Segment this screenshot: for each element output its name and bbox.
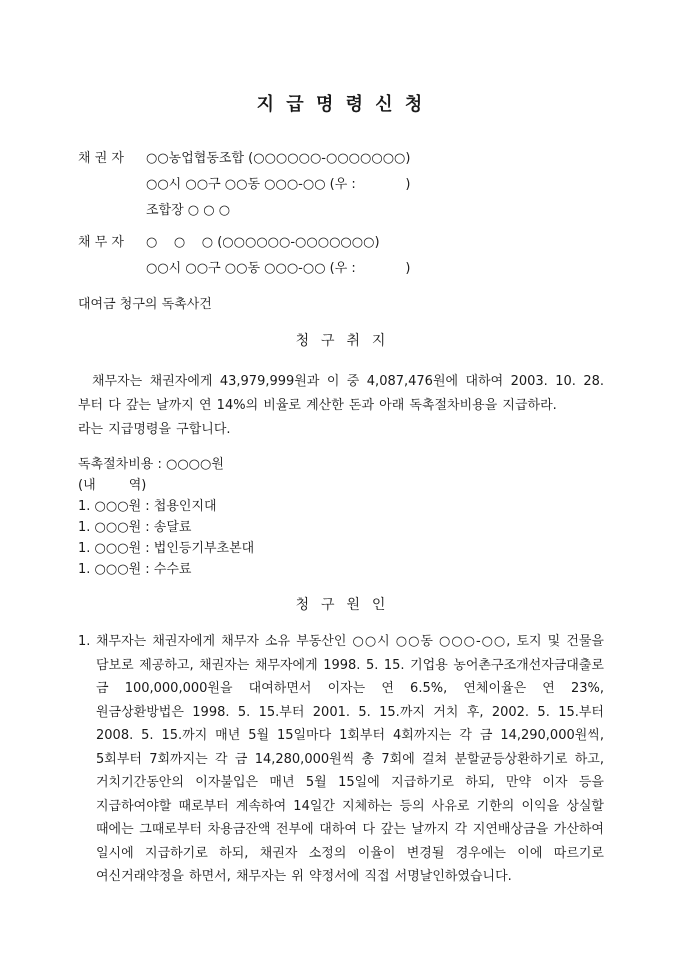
- claim-purpose-body: 채무자는 채권자에게 43,979,999원과 이 중 4,087,476원에 대하여 2003. 10. 28.부터 다 갚는 날까지 연 14%의 비율로 계산한 돈과 아래 독촉절차비용을 지급하라.: [78, 374, 604, 413]
- costs-item-registry-copy-fee: 1. ○○○원 : 법인등기부초본대: [78, 541, 255, 556]
- debtor-block: [78, 230, 604, 282]
- debtor-label: 채 무 자: [78, 235, 124, 250]
- creditor-details: [146, 146, 604, 224]
- case-type-line: 대여금 청구의 독촉사건: [78, 297, 212, 312]
- creditor-name-line: ○○농업협동조합 (○○○○○○-○○○○○○○): [146, 151, 411, 166]
- costs-item-service-fee: 1. ○○○원 : 송달료: [78, 520, 192, 535]
- costs-total-line: 독촉절차비용 : ○○○○원: [78, 457, 224, 472]
- claim-cause-item-number: 1.: [78, 634, 91, 649]
- creditor-block: [78, 146, 604, 224]
- creditor-address-line: ○○시 ○○구 ○○동 ○○○-○○ (우 : ): [146, 177, 411, 192]
- claim-purpose-heading: 청 구 취 지: [295, 333, 387, 349]
- claim-cause-item-1: [78, 630, 604, 889]
- costs-section: [78, 454, 604, 580]
- debtor-address-line: ○○시 ○○구 ○○동 ○○○-○○ (우 : ): [146, 261, 411, 276]
- debtor-details: [146, 230, 604, 282]
- costs-item-commission-fee: 1. ○○○원 : 수수료: [78, 562, 192, 577]
- creditor-label: 채 권 자: [78, 151, 124, 166]
- costs-item-stamp-fee: 1. ○○○원 : 첩용인지대: [78, 499, 217, 514]
- document-title: 지 급 명 령 신 청: [256, 94, 426, 115]
- creditor-representative-line: 조합장 ○ ○ ○: [146, 203, 231, 218]
- debtor-name-line: ○ ○ ○ (○○○○○○-○○○○○○○): [146, 235, 380, 250]
- claim-purpose-closing: 라는 지급명령을 구합니다.: [78, 422, 231, 437]
- claim-cause-heading: 청 구 원 인: [295, 597, 387, 613]
- claim-cause-item-text: 채무자는 채권자에게 채무자 소유 부동산인 ○○시 ○○동 ○○○-○○, 토지 및 건물을 담보로 제공하고, 채권자는 채무자에게 1998. 5. 15. 기업용 농어촌구조개선자금대출로 금 100,000,000원을 대여하면서 이자는 연 6.5%, 연체이율은 연 23%, 원금상환방법은 1998. 5. 15.부터 2001. 5. 15.까지 거치 후, 2002. 5. 15.부터 2008. 5. 15.까지 매년 5월 15일마다 1회부터 4회까지는 각 금 14,290,000원씩, 5회부터 7회까지는 각 금 14,280,000원씩 총 7회에 걸쳐 분할균등상환하기로 하고, 거치기간동안의 이자불입은 매년 5월 15일에 지급하기로 하되, 만약 이자 등을 지급하여야할 때로부터 계속하여 14일간 지체하는 등의 사유로 기한의 이익을 상실할 때에는 그때로부터 차용금잔액 전부에 대하여 다 갚는 날까지 각 지연배상금을 가산하여 일시에 지급하기로 하되, 채권자 소정의 이율이 변경될 경우에는 이에 따르기로 여신거래약정을 하면서, 채무자는 위 약정서에 직접 서명날인하였습니다.: [96, 634, 604, 884]
- costs-breakdown-label: (내 역): [78, 478, 147, 493]
